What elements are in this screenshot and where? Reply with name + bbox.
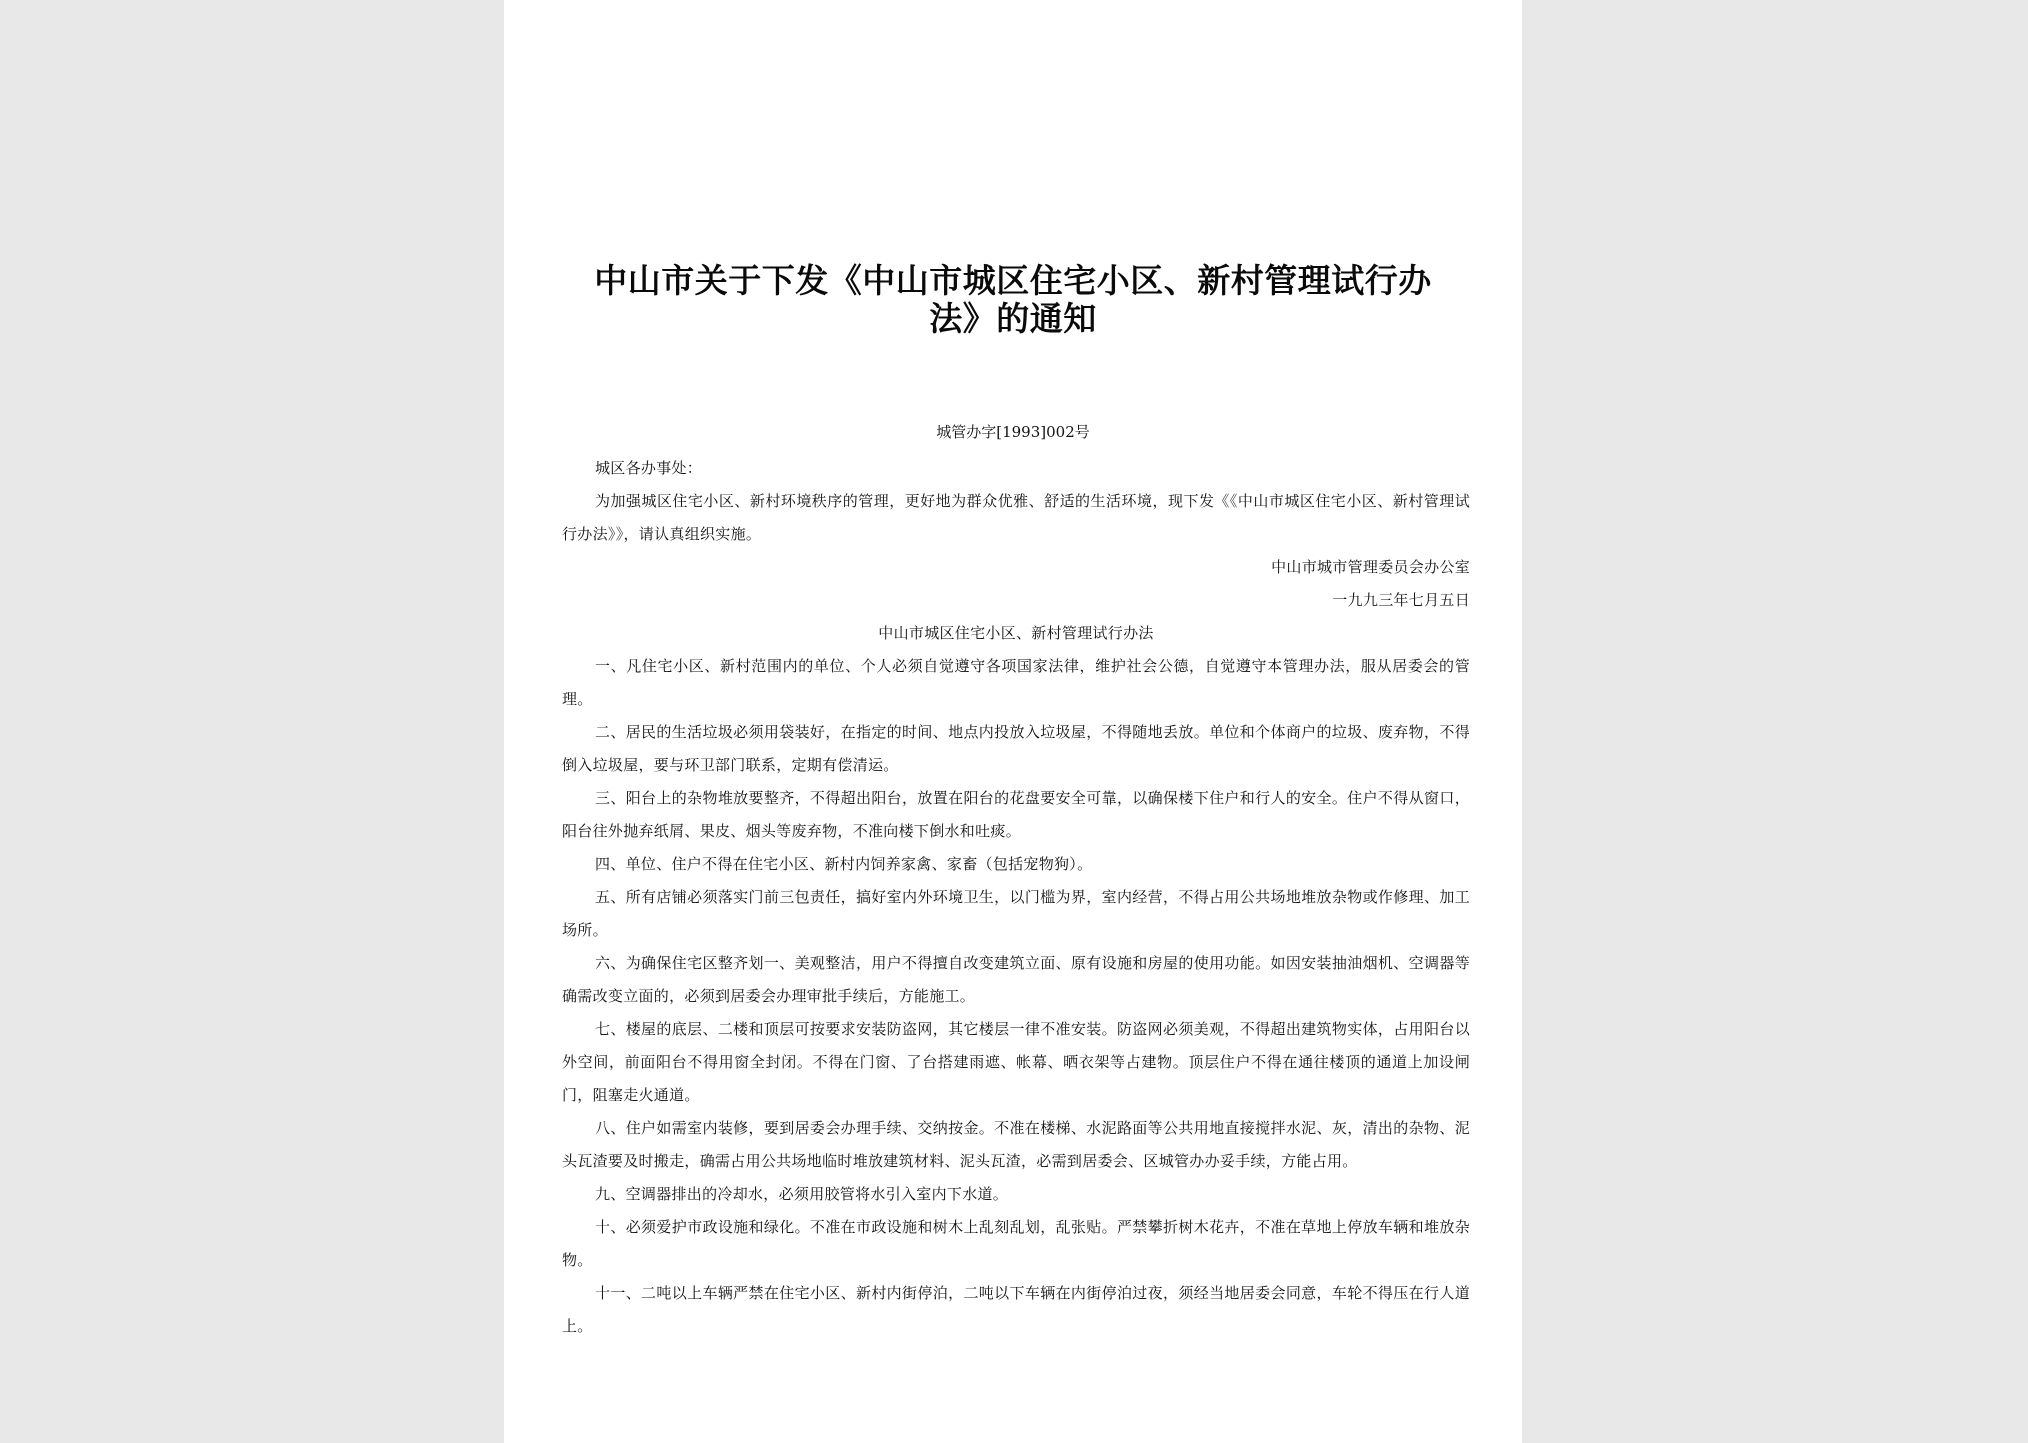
article-paragraph: 五、所有店铺必须落实门前三包责任，搞好室内外环境卫生，以门槛为界，室内经营，不得占用公共场地堆放杂物或作修理、加工场所。: [562, 888, 1470, 939]
issuer: 中山市城市管理委员会办公室: [1271, 558, 1470, 576]
article-paragraph: 六、为确保住宅区整齐划一、美观整洁，用户不得擅自改变建筑立面、原有设施和房屋的使用功能。如因安装抽油烟机、空调器等确需改变立面的，必须到居委会办理审批手续后，方能施工。: [562, 954, 1470, 1005]
article-paragraph: 十、必须爱护市政设施和绿化。不准在市政设施和树木上乱刻乱划，乱张贴。严禁攀折树木花卉，不准在草地上停放车辆和堆放杂物。: [562, 1218, 1470, 1269]
article-paragraph: 三、阳台上的杂物堆放要整齐，不得超出阳台，放置在阳台的花盘要安全可靠，以确保楼下住户和行人的安全。住户不得从窗口，阳台往外抛弃纸屑、果皮、烟头等废弃物，不准向楼下倒水和吐痰。: [562, 789, 1470, 840]
document-body: [562, 452, 1470, 1343]
article-paragraph: 七、楼屋的底层、二楼和顶层可按要求安装防盗网，其它楼层一律不准安装。防盗网必须美观，不得超出建筑物实体，占用阳台以外空间，前面阳台不得用窗全封闭。不得在门窗、了台搭建雨遮、帐幕、晒衣架等占建物。顶层住户不得在通往楼顶的通道上加设闸门，阻塞走火通道。: [562, 1020, 1470, 1104]
document-page: [504, 0, 1522, 1443]
article-paragraph: 二、居民的生活垃圾必须用袋装好，在指定的时间、地点内投放入垃圾屋，不得随地丢放。单位和个体商户的垃圾、废弃物，不得倒入垃圾屋，要与环卫部门联系，定期有偿清运。: [562, 723, 1470, 774]
attachment-title: 中山市城区住宅小区、新村管理试行办法: [878, 624, 1154, 642]
article-paragraph: 一、凡住宅小区、新村范围内的单位、个人必须自觉遵守各项国家法律，维护社会公德，自觉遵守本管理办法，服从居委会的管理。: [562, 657, 1470, 708]
article-paragraph: 九、空调器排出的冷却水，必须用胶管将水引入室内下水道。: [595, 1185, 1009, 1203]
article-paragraph: 八、住户如需室内装修，要到居委会办理手续、交纳按金。不准在楼梯、水泥路面等公共用地直接搅拌水泥、灰，清出的杂物、泥头瓦渣要及时搬走，确需占用公共场地临时堆放建筑材料、泥头瓦渣，必需到居委会、区城管办办妥手续，方能占用。: [562, 1119, 1470, 1170]
addressee: 城区各办事处：: [595, 459, 703, 477]
intro-paragraph: 为加强城区住宅小区、新村环境秩序的管理，更好地为群众优雅、舒适的生活环境，现下发《《中山市城区住宅小区、新村管理试行办法》》，请认真组织实施。: [562, 492, 1470, 543]
article-paragraph: 十一、二吨以上车辆严禁在住宅小区、新村内街停泊，二吨以下车辆在内街停泊过夜，须经当地居委会同意，车轮不得压在行人道上。: [562, 1284, 1470, 1335]
issue-date: 一九九三年七月五日: [1332, 591, 1470, 609]
article-paragraph: 四、单位、住户不得在住宅小区、新村内饲养家禽、家畜（包括宠物狗）。: [595, 855, 1093, 873]
document-number: 城管办字[1993]002号: [936, 423, 1090, 441]
document-title: 中山市关于下发《中山市城区住宅小区、新村管理试行办法》的通知: [594, 261, 1432, 338]
